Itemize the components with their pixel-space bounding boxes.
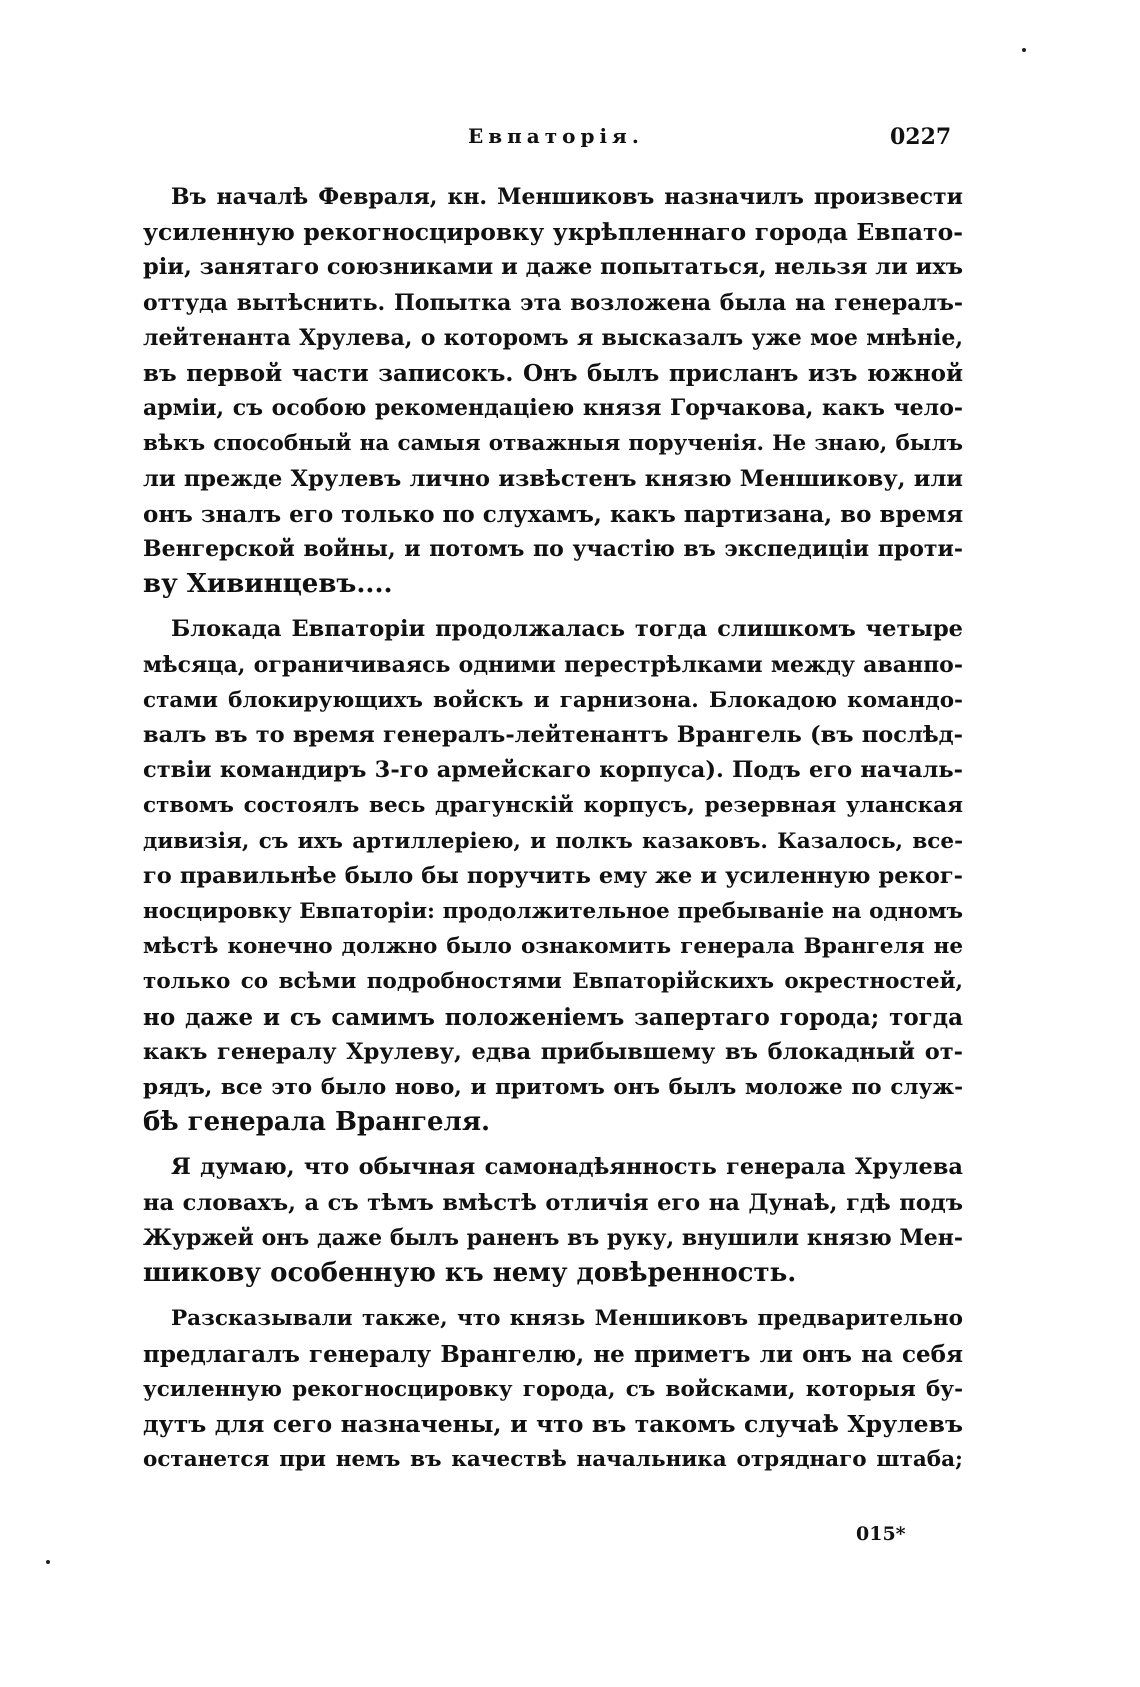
text-line: стами блокирующихъ войскъ и гарнизона. Блокадою командо- (143, 687, 963, 713)
text-line: только со всѣми подробностями Евпаторійскихъ окрестностей, (143, 969, 963, 995)
text-line: мѣсяца, ограничиваясь одними перестрѣлками между аванпо- (143, 651, 963, 678)
text-line: ріи, занятаго союзниками и даже попытаться, нельзя ли ихъ (143, 254, 963, 281)
text-line: рядъ, все это было ново, и притомъ онъ былъ моложе по служ- (143, 1075, 963, 1101)
text-line: дутъ для сего назначены, и что въ такомъ случаѣ Хрулевъ (143, 1409, 963, 1438)
text-line: лейтенанта Хрулева, о которомъ я высказалъ уже мое мнѣніе, (143, 324, 963, 351)
text-line: Я думаю, что обычная самонадѣянность генерала Хрулева (171, 1154, 963, 1181)
text-line: ву Хивинцевъ.... (143, 569, 393, 600)
printer-signature-mark: 015* (856, 1523, 906, 1545)
text-line: онъ зналъ его только по слухамъ, какъ партизана, во время (143, 500, 964, 528)
text-line: Блокада Евпаторіи продолжалась тогда слишкомъ четыре (171, 616, 963, 643)
scan-speck (46, 1560, 50, 1564)
text-line: бѣ генерала Врангеля. (143, 1107, 491, 1138)
paragraph-3 (143, 1150, 963, 1291)
body-text (143, 180, 963, 1487)
text-line: вѣкъ способный на самыя отважныя порученія. Не знаю, былъ (143, 431, 963, 457)
text-line: ствомъ состоялъ весь драгунскій корпусъ, резервная уланская (143, 793, 963, 819)
text-line: оттуда вытѣснить. Попытка эта возложена была на генералъ- (143, 289, 963, 316)
text-line: но даже и съ самимъ положеніемъ запертаго города; тогда (143, 1003, 963, 1031)
text-line: въ первой части записокъ. Онъ былъ присланъ изъ южной (143, 360, 963, 388)
text-line: Разсказывали также, что князь Меншиковъ предварительно (171, 1306, 963, 1332)
text-line: дивизія, съ ихъ артиллеріею, и полкъ казаковъ. Казалось, все- (143, 828, 963, 854)
page-number: 0227 (890, 124, 952, 150)
text-line: на словахъ, а съ тѣмъ вмѣстѣ отличія его на Дунаѣ, гдѣ подъ (143, 1189, 963, 1216)
paragraph-4 (143, 1301, 963, 1477)
text-line: Въ началѣ Февраля, кн. Меншиковъ назначилъ произвести (171, 184, 963, 210)
text-line: Венгерской войны, и потомъ по участію въ экспедиціи проти- (143, 536, 963, 563)
text-line: какъ генералу Хрулеву, едва прибывшему въ блокадный от- (143, 1038, 963, 1065)
scan-speck (1022, 48, 1026, 52)
text-line: шикову особенную къ нему довѣренность. (143, 1258, 797, 1289)
text-line: го правильнѣе было бы поручить ему же и усиленную реког- (143, 862, 963, 889)
paragraph-1 (143, 180, 963, 602)
text-line: арміи, съ особою рекомендаціею князя Горчакова, какъ чело- (143, 395, 963, 422)
text-line: носцировку Евпаторіи: продолжительное пребываніе на одномъ (143, 899, 963, 925)
text-line: предлагалъ генералу Врангелю, не приметъ ли онъ на себя (143, 1340, 963, 1368)
paragraph-2 (143, 612, 963, 1140)
running-title: Евпаторія. (468, 124, 644, 148)
text-line: ствіи командиръ 3-го армейскаго корпуса). Подъ его началь- (143, 757, 963, 784)
text-line: останется при немъ въ качествѣ начальника отряднаго штаба; (143, 1447, 963, 1473)
text-line: усиленную рекогносцировку города, съ войсками, которыя бу- (143, 1376, 963, 1402)
text-line: Журжей онъ даже былъ раненъ въ руку, внушили князю Мен- (143, 1224, 963, 1251)
text-line: мѣстѣ конечно должно было ознакомить генерала Врангеля не (143, 934, 963, 960)
text-line: валъ въ то время генералъ-лейтенантъ Врангель (въ послѣд- (143, 722, 963, 749)
text-line: усиленную рекогносцировку укрѣпленнаго города Евпато- (143, 218, 963, 247)
text-line: ли прежде Хрулевъ лично извѣстенъ князю Меншикову, или (143, 465, 963, 492)
